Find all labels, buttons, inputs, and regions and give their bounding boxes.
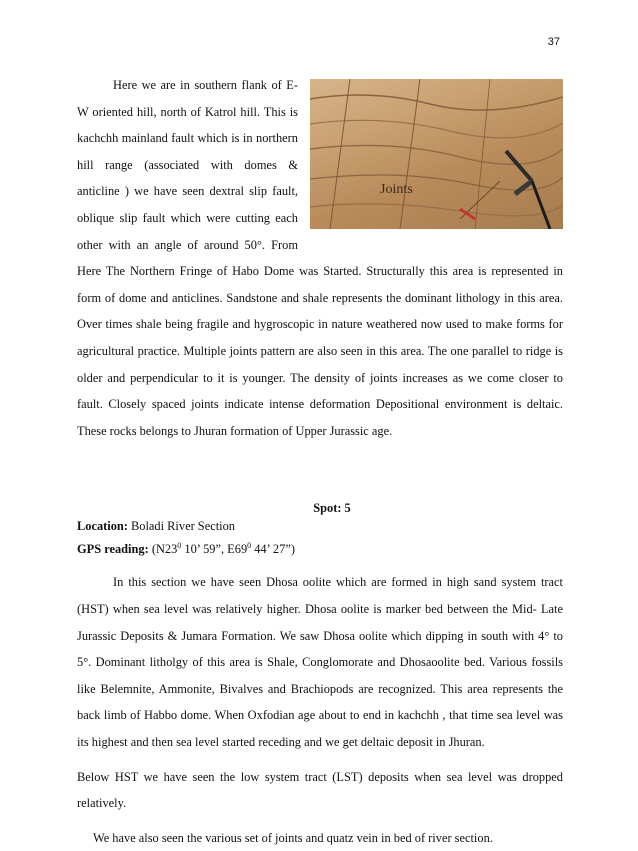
paragraph-katrol-hill: Here we are in southern flank of E-W oriented hill, north of Katrol hill. This is kachchh mainland fault which is in northern hill range (associated with domes & anticline ) we have seen dextral slip fault, oblique slip fault which were cutting each other with an angle of around 50°. From Here The Northern Fringe of Habo Dome was Started. Structurally this area is represented in form of dome and anticlines. Sandstone and shale represents the dominant lithology in this area. Over times shale being fragile and hygroscopic in nature weathered now used to make forms for agricultural practice. Multiple joints pattern are also seen in this area. The one parallel to ridge is older and perpendicular to it is younger. The density of joints increases as we come closer to fault. Closely spaced joints indicate intense deformation Depositional environment is deltaic. These rocks belongs to Jhuran formation of Upper Jurassic age. [77, 78, 563, 438]
location-label: Location: [77, 519, 128, 534]
gps-part3: 44’ 27”) [251, 542, 295, 557]
location-line [77, 517, 563, 536]
gps-part2: 10’ 59”, E69 [181, 542, 248, 557]
paragraph-joints: We have also seen the various set of joints and quatz vein in bed of river section. [93, 830, 493, 845]
figure-label: Joints [380, 182, 413, 197]
gps-line [77, 536, 563, 559]
gps-deg2: 0 [247, 541, 252, 551]
rock-outcrop-illustration [310, 79, 563, 229]
page-content [77, 72, 563, 851]
gps-label: GPS reading: [77, 542, 149, 557]
paragraph-lst: Below HST we have seen the low system tract (LST) deposits when sea level was dropped relatively. [77, 769, 563, 811]
spot-heading: Spot: 5 [313, 501, 351, 516]
page-number: 37 [547, 36, 560, 48]
joints-photo [310, 79, 563, 229]
paragraph-dhosa-oolite: In this section we have seen Dhosa oolite which are formed in high sand system tract (HST) when sea level was relatively higher. Dhosa oolite is marker bed between the Mid- Late Jurassic Deposits & Jumara Formation. We saw Dhosa oolite which dipping in south with 4° to 5°. Dominant litholgy of this area is Shale, Conglomorate and Dhosaoolite bed. Various fossils like Belemnite, Ammonite, Bivalves and Brachiopods are recognized. This area represents the back limb of Habbo dome. When Oxfodian age about to end in kachchh , that time sea level was its highest and then sea level started receding and we get deltaic deposit in Jhuran. [77, 575, 563, 749]
gps-part1: (N23 [148, 542, 178, 557]
location-value: Boladi River Section [127, 519, 235, 534]
gps-deg1: 0 [177, 541, 182, 551]
